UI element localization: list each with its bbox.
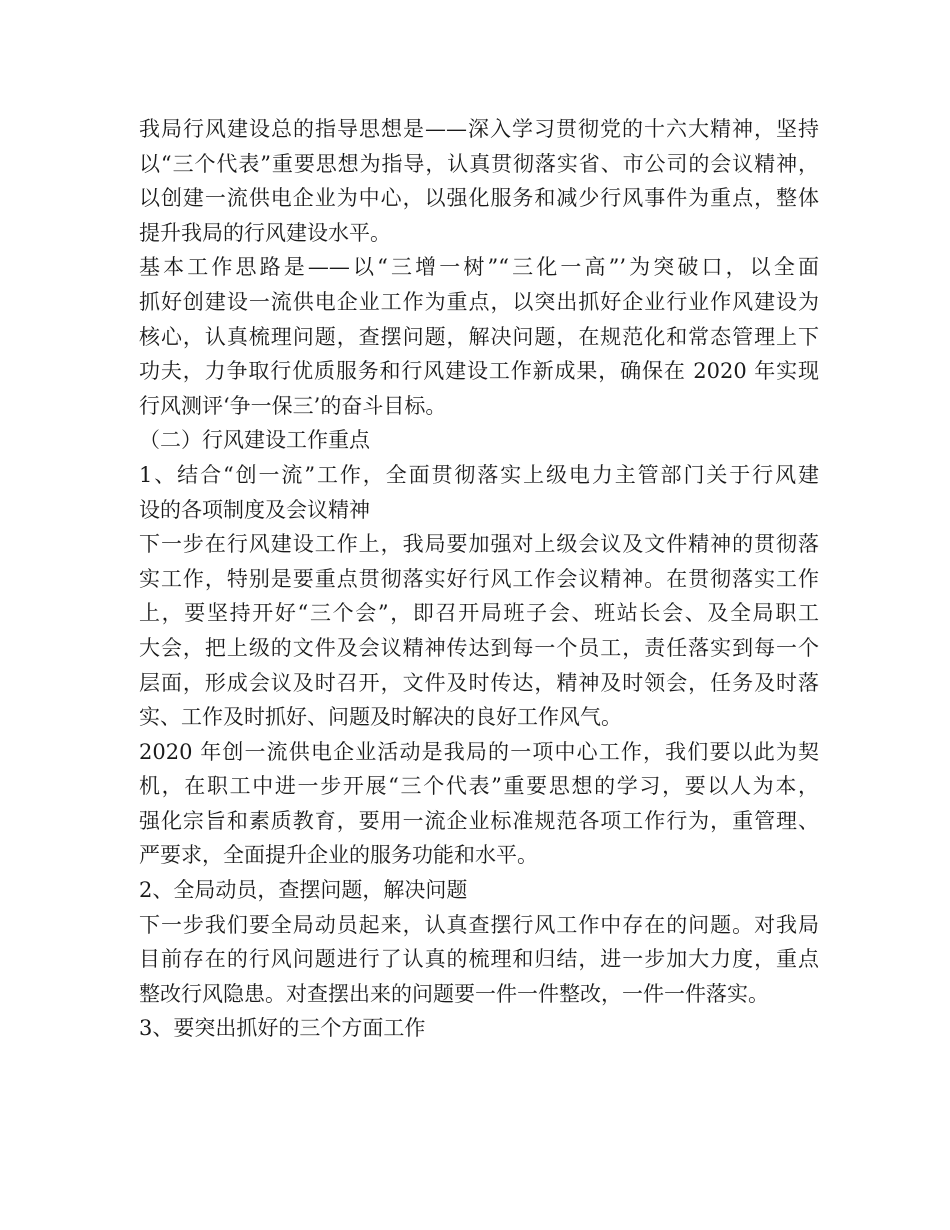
text-line: 实工作，特别是要重点贯彻落实好行风工作会议精神。在贯彻落实工作 [139,566,819,591]
text-line: 2020 年创一流供电企业活动是我局的一项中心工作，我们要以此为契 [139,739,819,764]
text-line: 机，在职工中进一步开展“三个代表”重要思想的学习，要以人为本， [139,774,819,799]
text-line: 抓好创建设一流供电企业工作为重点，以突出抓好企业行业作风建设为 [139,289,819,314]
text-line: 3、要突出抓好的三个方面工作 [139,1016,426,1041]
text-line: （二）行风建设工作重点 [139,428,370,453]
text-line: 下一步在行风建设工作上，我局要加强对上级会议及文件精神的贯彻落 [139,532,819,557]
text-line: 以创建一流供电企业为中心，以强化服务和减少行风事件为重点，整体 [139,186,819,211]
text-line: 实、工作及时抓好、问题及时解决的良好工作风气。 [139,705,622,730]
text-line: 功夫，力争取行优质服务和行风建设工作新成果，确保在 2020 年实现 [139,359,819,384]
text-line: 基本工作思路是——以“三增一树”“三化一高”’为突破口，以全面 [139,255,819,280]
text-line: 以“三个代表”重要思想为指导，认真贯彻落实省、市公司的会议精神， [139,151,819,176]
text-line: 目前存在的行风问题进行了认真的梳理和归结，进一步加大力度，重点 [139,947,819,972]
text-line: 整改行风隐患。对查摆出来的问题要一件一件整改，一件一件落实。 [139,981,769,1006]
text-line: 强化宗旨和素质教育，要用一流企业标准规范各项工作行为，重管理、 [139,808,819,833]
text-line: 下一步我们要全局动员起来，认真查摆行风工作中存在的问题。对我局 [139,912,819,937]
text-line: 上，要坚持开好“三个会”，即召开局班子会、班站长会、及全局职工 [139,601,819,626]
text-line: 行风测评‘争一保三’的奋斗目标。 [139,393,447,418]
document-body [139,112,819,1046]
text-line: 设的各项制度及会议精神 [139,497,370,522]
text-line: 我局行风建设总的指导思想是——深入学习贯彻党的十六大精神，坚持 [139,117,819,141]
text-line: 严要求，全面提升企业的服务功能和水平。 [139,843,538,868]
text-line: 层面，形成会议及时召开，文件及时传达，精神及时领会，任务及时落 [139,670,819,695]
text-line: 大会，把上级的文件及会议精神传达到每一个员工，责任落实到每一个 [139,635,819,660]
text-line: 1、结合“创一流”工作，全面贯彻落实上级电力主管部门关于行风建 [139,462,819,487]
text-line: 提升我局的行风建设水平。 [139,220,391,245]
text-line: 2、全局动员，查摆问题，解决问题 [139,878,468,903]
text-line: 核心，认真梳理问题，查摆问题，解决问题，在规范化和常态管理上下 [139,324,819,349]
